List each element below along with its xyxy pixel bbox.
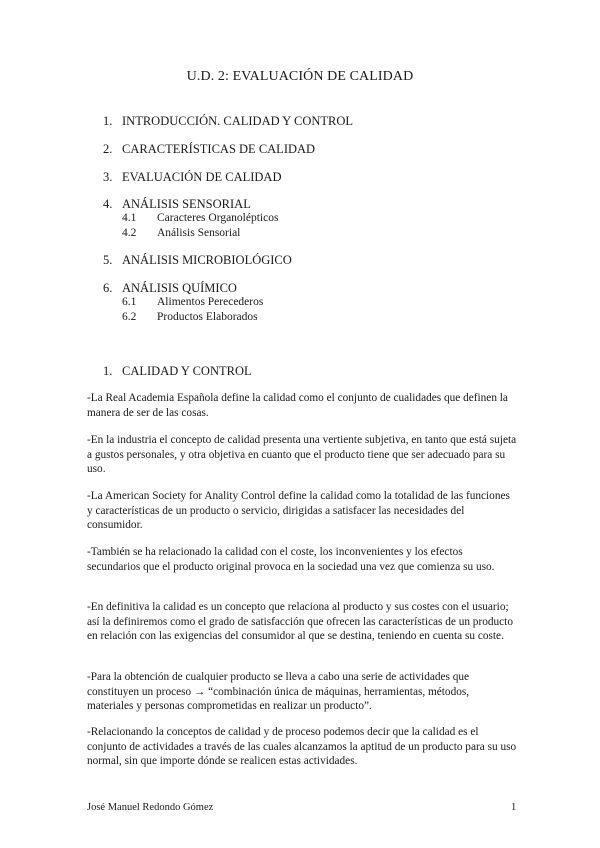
- toc-subitem-label: Productos Elaborados: [157, 311, 258, 323]
- toc-subitem-number: 4.1: [122, 212, 137, 224]
- toc-item-number: 2.: [103, 142, 113, 156]
- toc-subitem-number: 6.2: [122, 311, 137, 323]
- section-number: 1.: [103, 364, 113, 378]
- body-paragraph: -Para la obtención de cualquier producto se lleva a cabo una serie de actividades que constituyen un proceso → “combinación única de máquinas, herramientas, métodos, materiales y personas comprometidas en realizar un producto”.: [87, 671, 470, 713]
- toc-item-label: ANÁLISIS SENSORIAL: [122, 197, 251, 211]
- toc-item-label: ANÁLISIS QUÍMICO: [122, 281, 237, 295]
- toc-subitem: [122, 311, 258, 323]
- body-paragraph: -En la industria el concepto de calidad presenta una vertiente subjetiva, en tanto que está sujeta a gustos personales, y otra objetiva en cuanto que el producto tiene que ser adecuado para su uso.: [87, 434, 517, 476]
- toc-item: [103, 281, 237, 296]
- body-paragraph: -También se ha relacionado la calidad con el coste, los inconvenientes y los efectos secundarios que el producto original provoca en la sociedad una vez que comienza su uso.: [87, 546, 495, 573]
- body-paragraph: -La Real Academia Española define la calidad como el conjunto de cualidades que definen la manera de ser de las cosas.: [87, 392, 508, 419]
- page-number: 1: [511, 802, 517, 813]
- toc-item-label: EVALUACIÓN DE CALIDAD: [122, 170, 282, 184]
- toc-subitem-label: Alimentos Perecederos: [157, 296, 264, 308]
- section-heading: [103, 364, 252, 379]
- document-title: U.D. 2: EVALUACIÓN DE CALIDAD: [186, 69, 414, 84]
- toc-item-number: 4.: [103, 197, 113, 211]
- toc-item-number: 5.: [103, 253, 113, 267]
- toc-item: [103, 197, 251, 212]
- toc-subitem-label: Análisis Sensorial: [157, 227, 241, 239]
- body-paragraph: -La American Society for Anality Control define la calidad como la totalidad de las funciones y características de un producto o servicio, dirigidas a satisfacer las necesidades del consumidor.: [87, 490, 510, 532]
- body-paragraph: -Relacionando la conceptos de calidad y de proceso podemos decir que la calidad es el conjunto de actividades a través de las cuales alcanzamos la aptitud de un producto para su uso normal, sin que importe dónde se realicen estas actividades.: [87, 726, 517, 768]
- toc-subitem-number: 6.1: [122, 296, 137, 308]
- toc-item-label: ANÁLISIS MICROBIOLÓGICO: [122, 253, 292, 267]
- toc-item-label: INTRODUCCIÓN. CALIDAD Y CONTROL: [122, 114, 354, 128]
- toc-item: [103, 142, 315, 157]
- toc-item: [103, 114, 353, 129]
- section-title: CALIDAD Y CONTROL: [122, 364, 252, 378]
- toc-item-number: 1.: [103, 114, 113, 128]
- toc-item-label: CARACTERÍSTICAS DE CALIDAD: [122, 142, 316, 156]
- toc-subitem-number: 4.2: [122, 227, 137, 239]
- body-paragraph: -En definitiva la calidad es un concepto que relaciona al producto y sus costes con el usuario; así la definiremos como el grado de satisfacción que ofrecen las características de un producto en relación con las exigencias del consumidor al que se destina, teniendo en cuenta su coste.: [87, 601, 513, 643]
- toc-item-number: 6.: [103, 281, 113, 295]
- toc-subitem-label: Caracteres Organolépticos: [157, 212, 279, 224]
- footer-author: José Manuel Redondo Gómez: [87, 802, 214, 813]
- toc-subitem: [122, 296, 263, 308]
- toc-item: [103, 170, 281, 185]
- toc-subitem: [122, 212, 278, 224]
- toc-item-number: 3.: [103, 170, 113, 184]
- toc-subitem: [122, 227, 240, 239]
- toc-item: [103, 253, 292, 268]
